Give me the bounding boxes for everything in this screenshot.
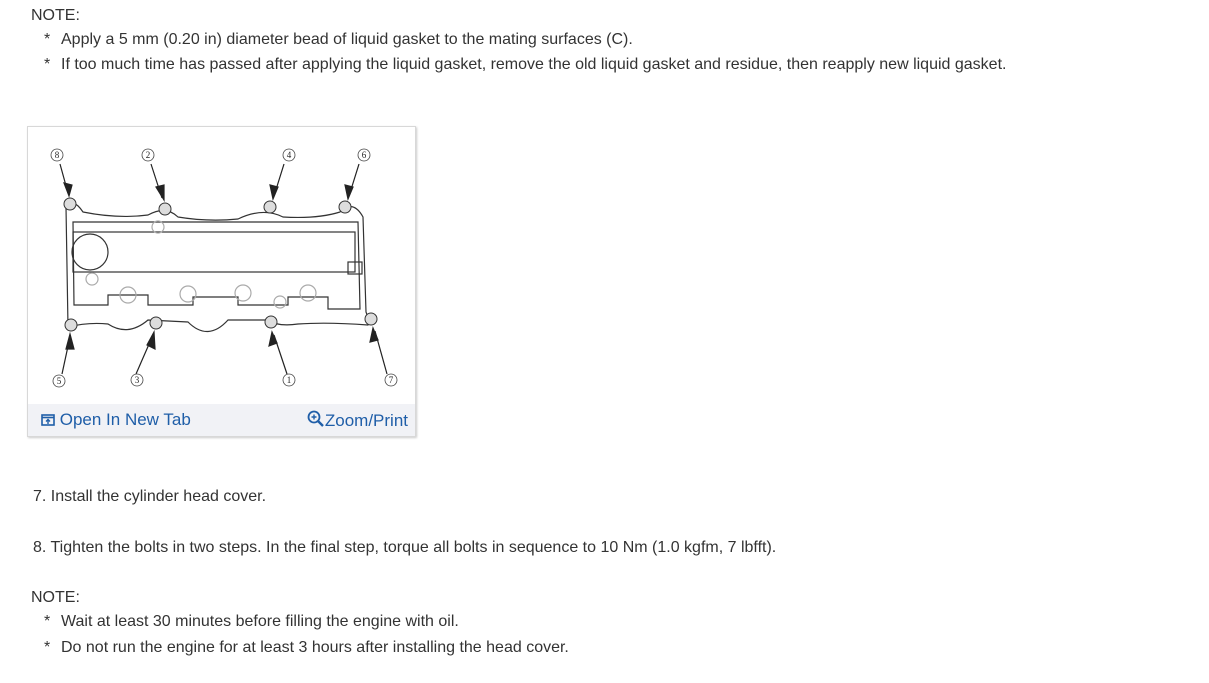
bolt-label: 1 <box>286 375 292 385</box>
bolt-4 <box>264 201 276 213</box>
bolt-2 <box>159 203 171 215</box>
cover-inner <box>73 222 360 309</box>
step-7: 7. Install the cylinder head cover. <box>33 488 267 505</box>
oil-filler-cap <box>72 234 108 270</box>
bullet: * <box>44 31 51 48</box>
zoom-in-icon <box>307 410 325 428</box>
note-item: Wait at least 30 minutes before filling the engine with oil. <box>61 613 459 630</box>
note-item: If too much time has passed after applying the liquid gasket, remove the old liquid gasket and residue, then reapply new liquid gasket. <box>61 56 1007 73</box>
open-in-new-tab-link[interactable] <box>41 410 191 430</box>
note-label: NOTE: <box>31 7 80 24</box>
bullet: * <box>44 639 51 656</box>
bolt-label: 3 <box>134 375 140 385</box>
cylinder-head-cover-diagram <box>28 127 415 403</box>
bolt-label: 8 <box>54 150 60 160</box>
note-item: Do not run the engine for at least 3 hours after installing the head cover. <box>61 639 569 656</box>
bolt-8 <box>64 198 76 210</box>
bolt-label: 6 <box>361 150 367 160</box>
zoom-print-label: Zoom/Print <box>324 411 408 430</box>
zoom-print-link[interactable] <box>307 410 408 431</box>
bullet: * <box>44 613 51 630</box>
figure-container <box>27 126 416 437</box>
cover-channel <box>73 232 355 272</box>
note-item: Apply a 5 mm (0.20 in) diameter bead of liquid gasket to the mating surfaces (C). <box>61 31 633 48</box>
bolt-label: 4 <box>286 150 292 160</box>
note-label: NOTE: <box>31 589 80 606</box>
figure-toolbar <box>28 404 415 436</box>
bolt-5 <box>65 319 77 331</box>
bolt-3 <box>150 317 162 329</box>
bolt-1 <box>265 316 277 328</box>
bolt-7 <box>365 313 377 325</box>
bolt-label: 7 <box>388 375 394 385</box>
bolt-label: 5 <box>56 376 62 386</box>
open-new-tab-icon <box>41 414 55 426</box>
bullet: * <box>44 56 51 73</box>
bolt-label: 2 <box>145 150 151 160</box>
bolt-6 <box>339 201 351 213</box>
step-8: 8. Tighten the bolts in two steps. In the final step, torque all bolts in sequence to 10 Nm (1.0 kgfm, 7 lbfft). <box>33 539 777 556</box>
open-in-new-tab-label: Open In New Tab <box>59 410 191 429</box>
